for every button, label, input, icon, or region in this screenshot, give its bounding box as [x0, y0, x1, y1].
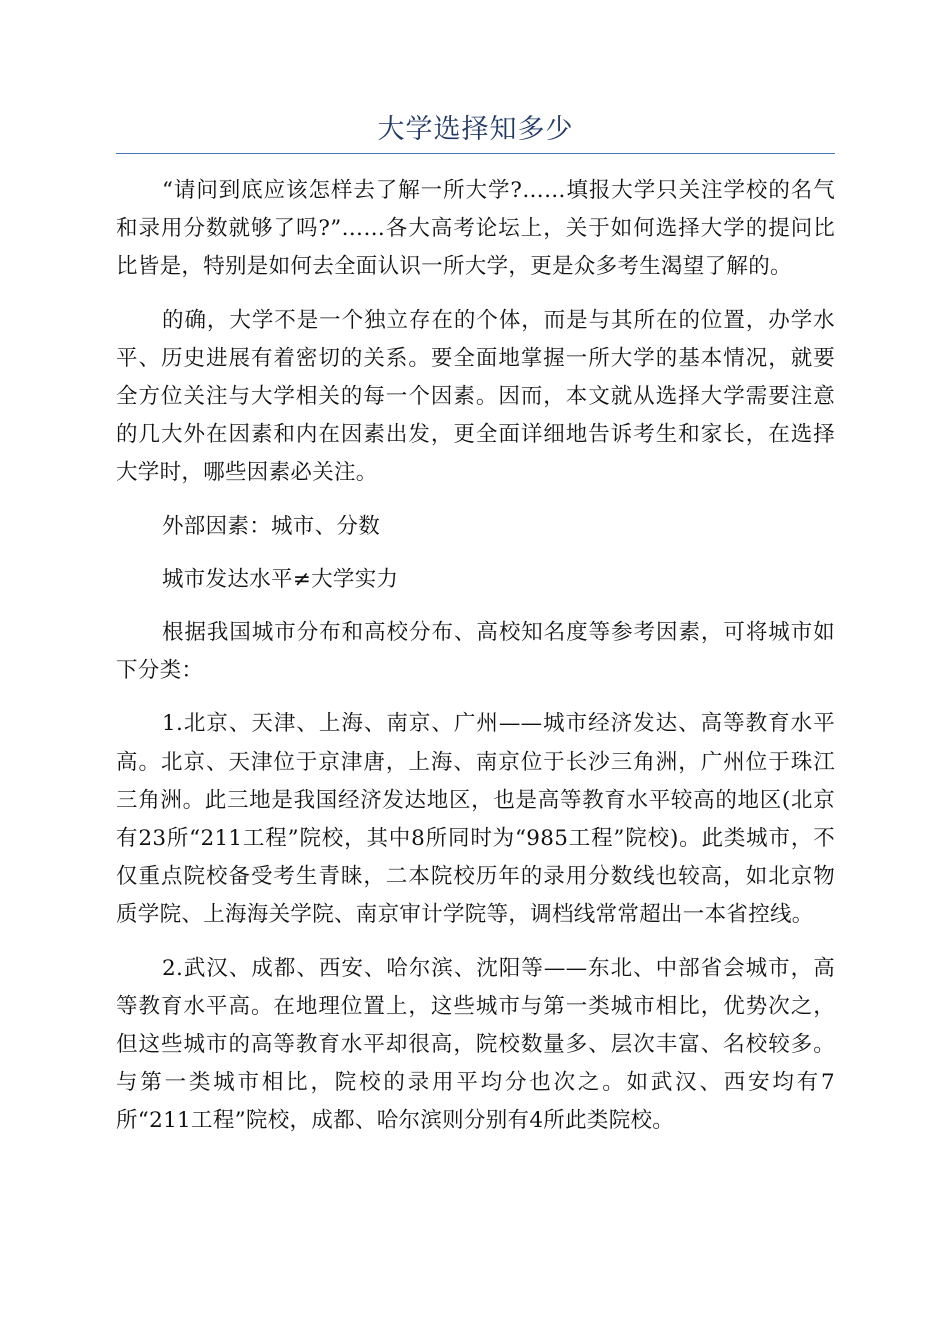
paragraph-city-category-1: 1.北京、天津、上海、南京、广州——城市经济发达、高等教育水平高。北京、天津位于京津唐，上海、南京位于长沙三角洲，广州位于珠江三角洲。此三地是我国经济发达地区，也是高等教育水平较高的地区(北京有23所“211工程”院校，其中8所同时为“985工程”院校)。此类城市，不仅重点院校备受考生青睐，二本院校历年的录用分数线也较高，如北京物质学院、上海海关学院、南京审计学院等，调档线常常超出一本省控线。	[116, 711, 835, 928]
paragraph-intro: “请问到底应该怎样去了解一所大学?……填报大学只关注学校的名气和录用分数就够了吗?”……各大高考论坛上，关于如何选择大学的提问比比皆是，特别是如何去全面认识一所大学，更是众多考生渴望了解的。	[116, 178, 835, 280]
title-underline	[116, 153, 835, 154]
paragraph-city-category-2: 2.武汉、成都、西安、哈尔滨、沈阳等——东北、中部省会城市，高等教育水平高。在地理位置上，这些城市与第一类城市相比，优势次之，但这些城市的高等教育水平却很高，院校数量多、层次丰富、名校较多。与第一类城市相比，院校的录用平均分也次之。如武汉、西安均有7所“211工程”院校，成都、哈尔滨则分别有4所此类院校。	[116, 955, 835, 1134]
section-heading-external-factors: 外部因素：城市、分数	[162, 513, 381, 539]
paragraph-context: 的确，大学不是一个独立存在的个体，而是与其所在的位置，办学水平、历史进展有着密切的关系。要全面地掌握一所大学的基本情况，就要全方位关注与大学相关的每一个因素。因而，本文就从选择大学需要注意的几大外在因素和内在因素出发，更全面详细地告诉考生和家长，在选择大学时，哪些因素必关注。	[116, 307, 835, 486]
document-body	[116, 172, 835, 1156]
section-subheading-city: 城市发达水平≠大学实力	[162, 566, 399, 592]
document-title: 大学选择知多少	[377, 114, 574, 145]
paragraph-city-classification: 根据我国城市分布和高校分布、高校知名度等参考因素，可将城市如下分类：	[116, 620, 835, 684]
